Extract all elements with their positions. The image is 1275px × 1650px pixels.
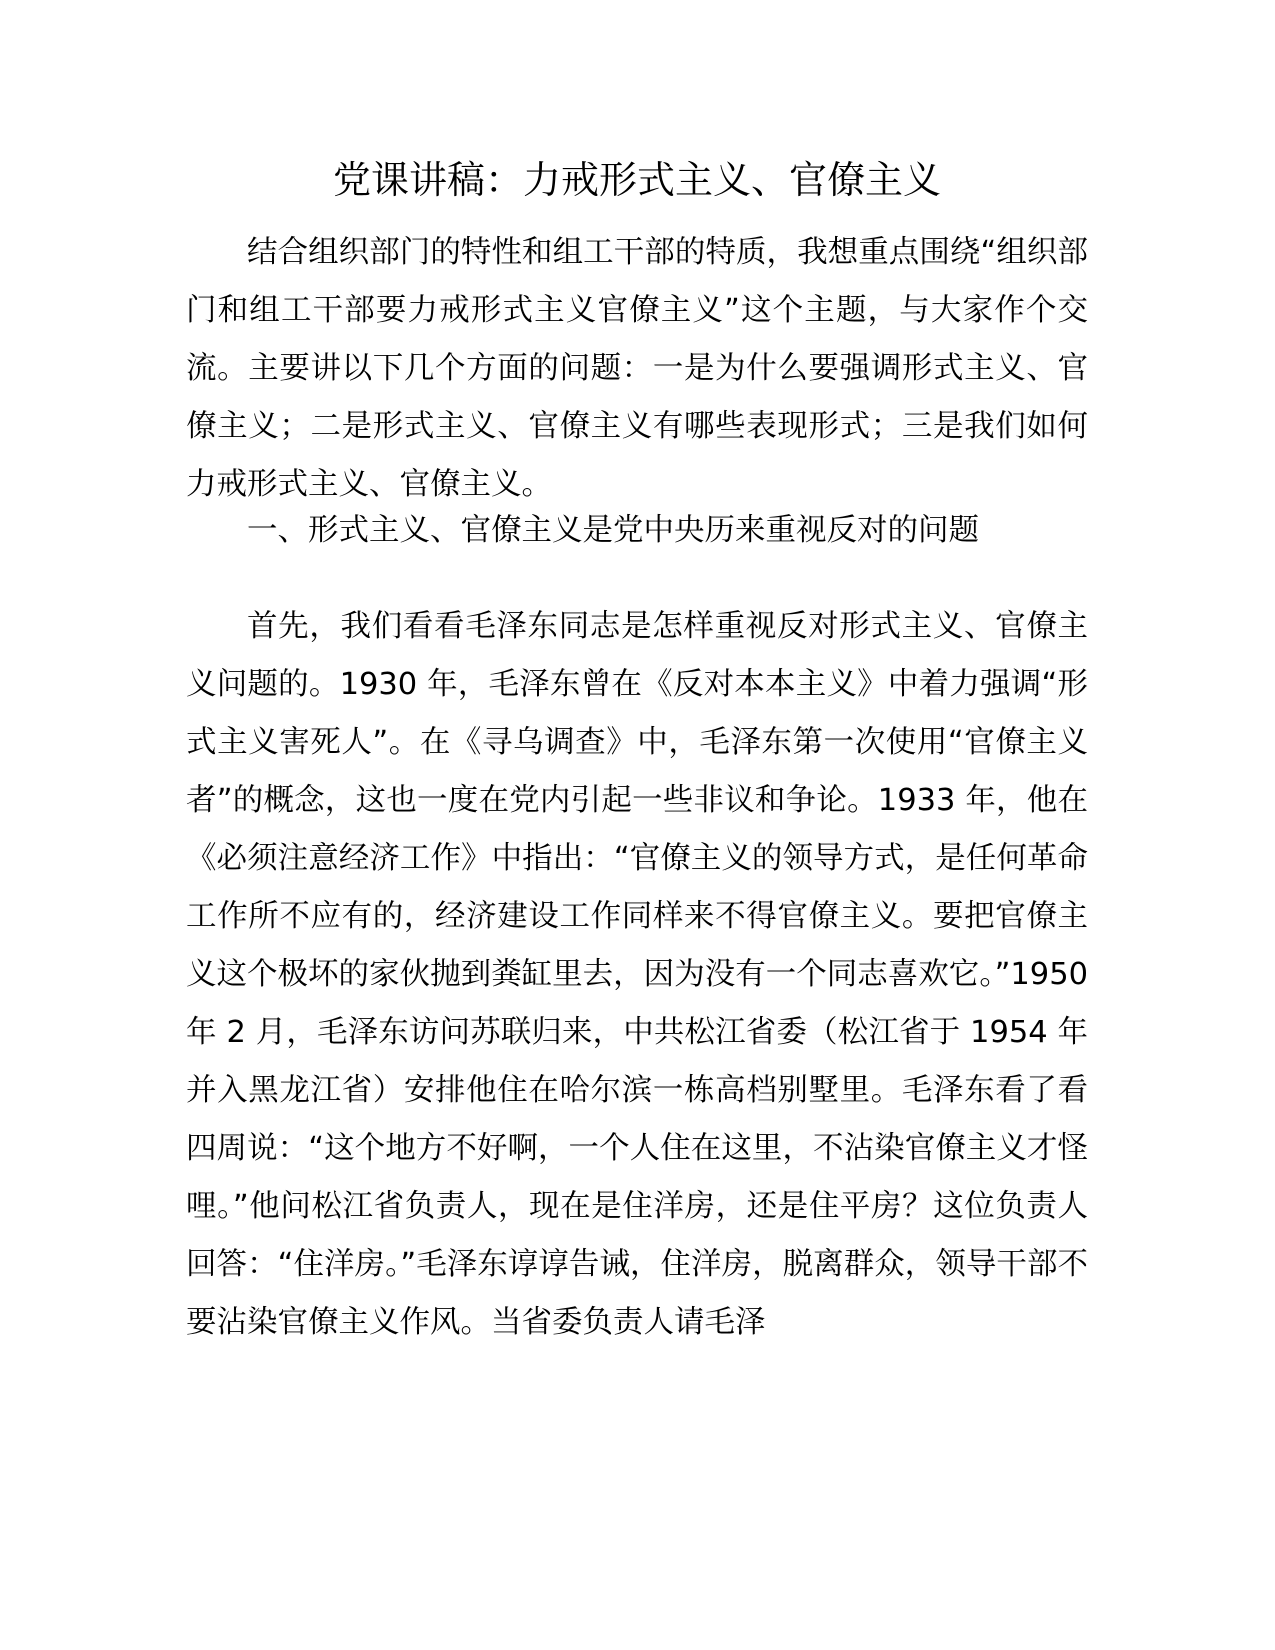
document-title: 党课讲稿：力戒形式主义、官僚主义 [332, 158, 941, 202]
intro-paragraph: 结合组织部门的特性和组工干部的特质，我想重点围绕“组织部门和组工干部要力戒形式主义官僚主义”这个主题，与大家作个交流。主要讲以下几个方面的问题：一是为什么要强调形式主义、官僚主义；二是形式主义、官僚主义有哪些表现形式；三是我们如何力戒形式主义、官僚主义。 [186, 235, 1088, 502]
section-heading: 一、形式主义、官僚主义是党中央历来重视反对的问题 [247, 513, 979, 548]
history-paragraph: 首先，我们看看毛泽东同志是怎样重视反对形式主义、官僚主义问题的。1930 年，毛泽东曾在《反对本本主义》中着力强调“形式主义害死人”。在《寻乌调查》中，毛泽东第一次使用“官僚主义者”的概念，这也一度在党内引起一些非议和争论。1933 年，他在《必须注意经济工作》中指出：“官僚主义的领导方式，是任何革命工作所不应有的，经济建设工作同样来不得官僚主义。要把官僚主义这个极坏的家伙抛到粪缸里去，因为没有一个同志喜欢它。”1950 年 2 月，毛泽东访问苏联归来，中共松江省委（松江省于 1954 年并入黑龙江省）安排他住在哈尔滨一栋高档别墅里。毛泽东看了看四周说：“这个地方不好啊，一个人住在这里，不沾染官僚主义才怪哩。”他问松江省负责人，现在是住洋房，还是住平房？这位负责人回答：“住洋房。”毛泽东谆谆告诫，住洋房，脱离群众，领导干部不要沾染官僚主义作风。当省委负责人请毛泽 [186, 609, 1088, 1340]
